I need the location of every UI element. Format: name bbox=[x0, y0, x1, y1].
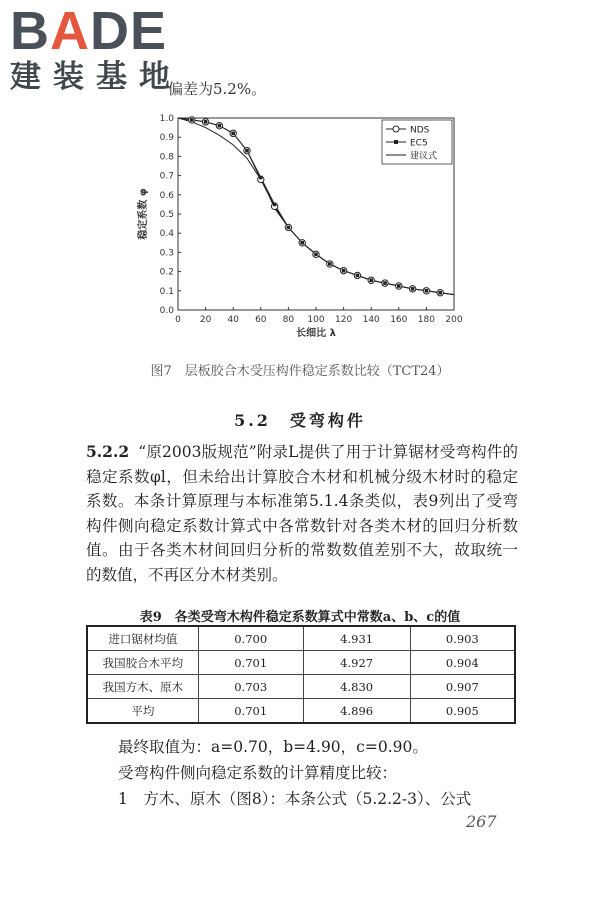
value-a: 0.701 bbox=[198, 699, 303, 724]
constants-table bbox=[86, 625, 516, 724]
ec5-point bbox=[273, 203, 277, 207]
logo-subtitle: 建装基地 bbox=[10, 59, 182, 95]
ec5-point bbox=[369, 278, 373, 282]
legend-marker bbox=[393, 126, 399, 132]
x-tick-label: 140 bbox=[362, 315, 380, 325]
y-tick-label: 0.8 bbox=[159, 152, 174, 163]
figure-caption: 图7 层板胶合木受压构件稳定系数比较（TCT24） bbox=[150, 364, 450, 379]
value-b: 4.931 bbox=[303, 626, 410, 651]
legend-marker bbox=[394, 140, 398, 144]
logo-wordmark bbox=[10, 1, 182, 61]
value-c: 0.907 bbox=[410, 675, 515, 699]
legend-label: NDS bbox=[410, 125, 430, 136]
intro-text: 偏差为5.2%。 bbox=[168, 80, 267, 98]
logo-letter-d: D bbox=[90, 1, 130, 61]
stability-chart bbox=[130, 106, 470, 346]
y-tick-label: 0.2 bbox=[159, 267, 174, 278]
legend-label: EC5 bbox=[410, 138, 428, 149]
value-a: 0.701 bbox=[198, 651, 303, 675]
final-values-line: 最终取值为：a=0.70，b=4.90，c=0.90。 bbox=[118, 738, 428, 756]
y-tick-label: 0.0 bbox=[159, 306, 174, 316]
value-a: 0.703 bbox=[198, 675, 303, 699]
item-1-line: 1 方木、原木（图8）：本条公式（5.2.2-3）、公式 bbox=[118, 790, 472, 808]
y-tick-label: 0.9 bbox=[159, 133, 174, 144]
row-label: 进口锯材均值 bbox=[87, 626, 198, 651]
x-tick-label: 0 bbox=[175, 315, 181, 325]
body-paragraph bbox=[86, 440, 518, 587]
x-tick-label: 20 bbox=[199, 315, 212, 325]
ec5-point bbox=[438, 291, 442, 295]
ec5-point bbox=[342, 269, 346, 273]
y-tick-label: 0.5 bbox=[159, 210, 174, 220]
clause-number: 5.2.2 bbox=[86, 442, 130, 461]
accuracy-line: 受弯构件侧向稳定系数的计算精度比较： bbox=[118, 764, 398, 782]
logo-letter-e: E bbox=[130, 1, 168, 61]
logo-letter-a: A bbox=[50, 1, 90, 61]
x-tick-label: 200 bbox=[445, 315, 463, 325]
y-tick-label: 0.6 bbox=[159, 190, 174, 201]
value-b: 4.830 bbox=[303, 675, 410, 699]
x-tick-label: 160 bbox=[390, 315, 408, 325]
table-row bbox=[87, 651, 515, 675]
table-row bbox=[87, 675, 515, 699]
ec5-point bbox=[425, 289, 429, 293]
y-axis-label: 稳定系数 φ bbox=[138, 188, 149, 240]
table-title: 表9 各类受弯木构件稳定系数算式中常数a、b、c的值 bbox=[139, 610, 461, 625]
ec5-point bbox=[245, 149, 249, 153]
ec5-point bbox=[383, 281, 387, 285]
ec5-point bbox=[287, 226, 291, 230]
x-tick-label: 120 bbox=[335, 315, 353, 325]
value-c: 0.904 bbox=[410, 651, 515, 675]
x-tick-label: 40 bbox=[227, 315, 239, 325]
ec5-point bbox=[259, 176, 263, 180]
ec5-point bbox=[300, 241, 304, 245]
value-b: 4.896 bbox=[303, 699, 410, 724]
page-number: 267 bbox=[466, 812, 497, 831]
site-logo bbox=[10, 1, 182, 95]
row-label: 我国方木、原木 bbox=[87, 675, 198, 699]
ec5-point bbox=[411, 287, 415, 291]
y-tick-label: 0.4 bbox=[159, 229, 174, 240]
ec5-point bbox=[204, 120, 208, 124]
value-c: 0.905 bbox=[410, 699, 515, 724]
y-tick-label: 1.0 bbox=[159, 114, 174, 124]
value-a: 0.700 bbox=[198, 626, 303, 651]
row-label: 我国胶合木平均 bbox=[87, 651, 198, 675]
legend-label: 建议式 bbox=[410, 151, 438, 162]
section-heading: 5.2 受弯构件 bbox=[234, 411, 366, 430]
value-b: 4.927 bbox=[303, 651, 410, 675]
ec5-point bbox=[356, 274, 360, 278]
logo-letter-b: B bbox=[10, 1, 50, 61]
y-tick-label: 0.1 bbox=[159, 286, 174, 297]
table-row bbox=[87, 626, 515, 651]
ec5-point bbox=[328, 262, 332, 266]
row-label: 平均 bbox=[87, 699, 198, 724]
x-tick-label: 60 bbox=[255, 315, 267, 325]
ec5-point bbox=[218, 124, 222, 128]
value-c: 0.903 bbox=[410, 626, 515, 651]
paragraph-text: “原2003版规范”附录L提供了用于计算锯材受弯构件的稳定系数φl，但未给出计算胶合木材和机械分级木材时的稳定系数。本条计算原理与本标准第5.1.4条类似，表9列出了受弯构件侧向稳定系数计算式中各常数针对各类木材的回归分析数值。由于各类木材间回归分析的常数数值差别不大，故取统一的数值，不再区分木材类别。 bbox=[86, 443, 518, 584]
y-tick-label: 0.3 bbox=[159, 248, 174, 259]
x-tick-label: 80 bbox=[282, 315, 295, 325]
ec5-point bbox=[314, 253, 318, 257]
ec5-point bbox=[190, 118, 194, 122]
x-tick-label: 100 bbox=[307, 315, 325, 325]
x-tick-label: 180 bbox=[417, 315, 435, 325]
ec5-point bbox=[231, 132, 235, 136]
ec5-point bbox=[397, 284, 401, 288]
table-row bbox=[87, 699, 515, 724]
x-axis-label: 长细比 λ bbox=[296, 328, 336, 339]
y-tick-label: 0.7 bbox=[159, 171, 174, 182]
